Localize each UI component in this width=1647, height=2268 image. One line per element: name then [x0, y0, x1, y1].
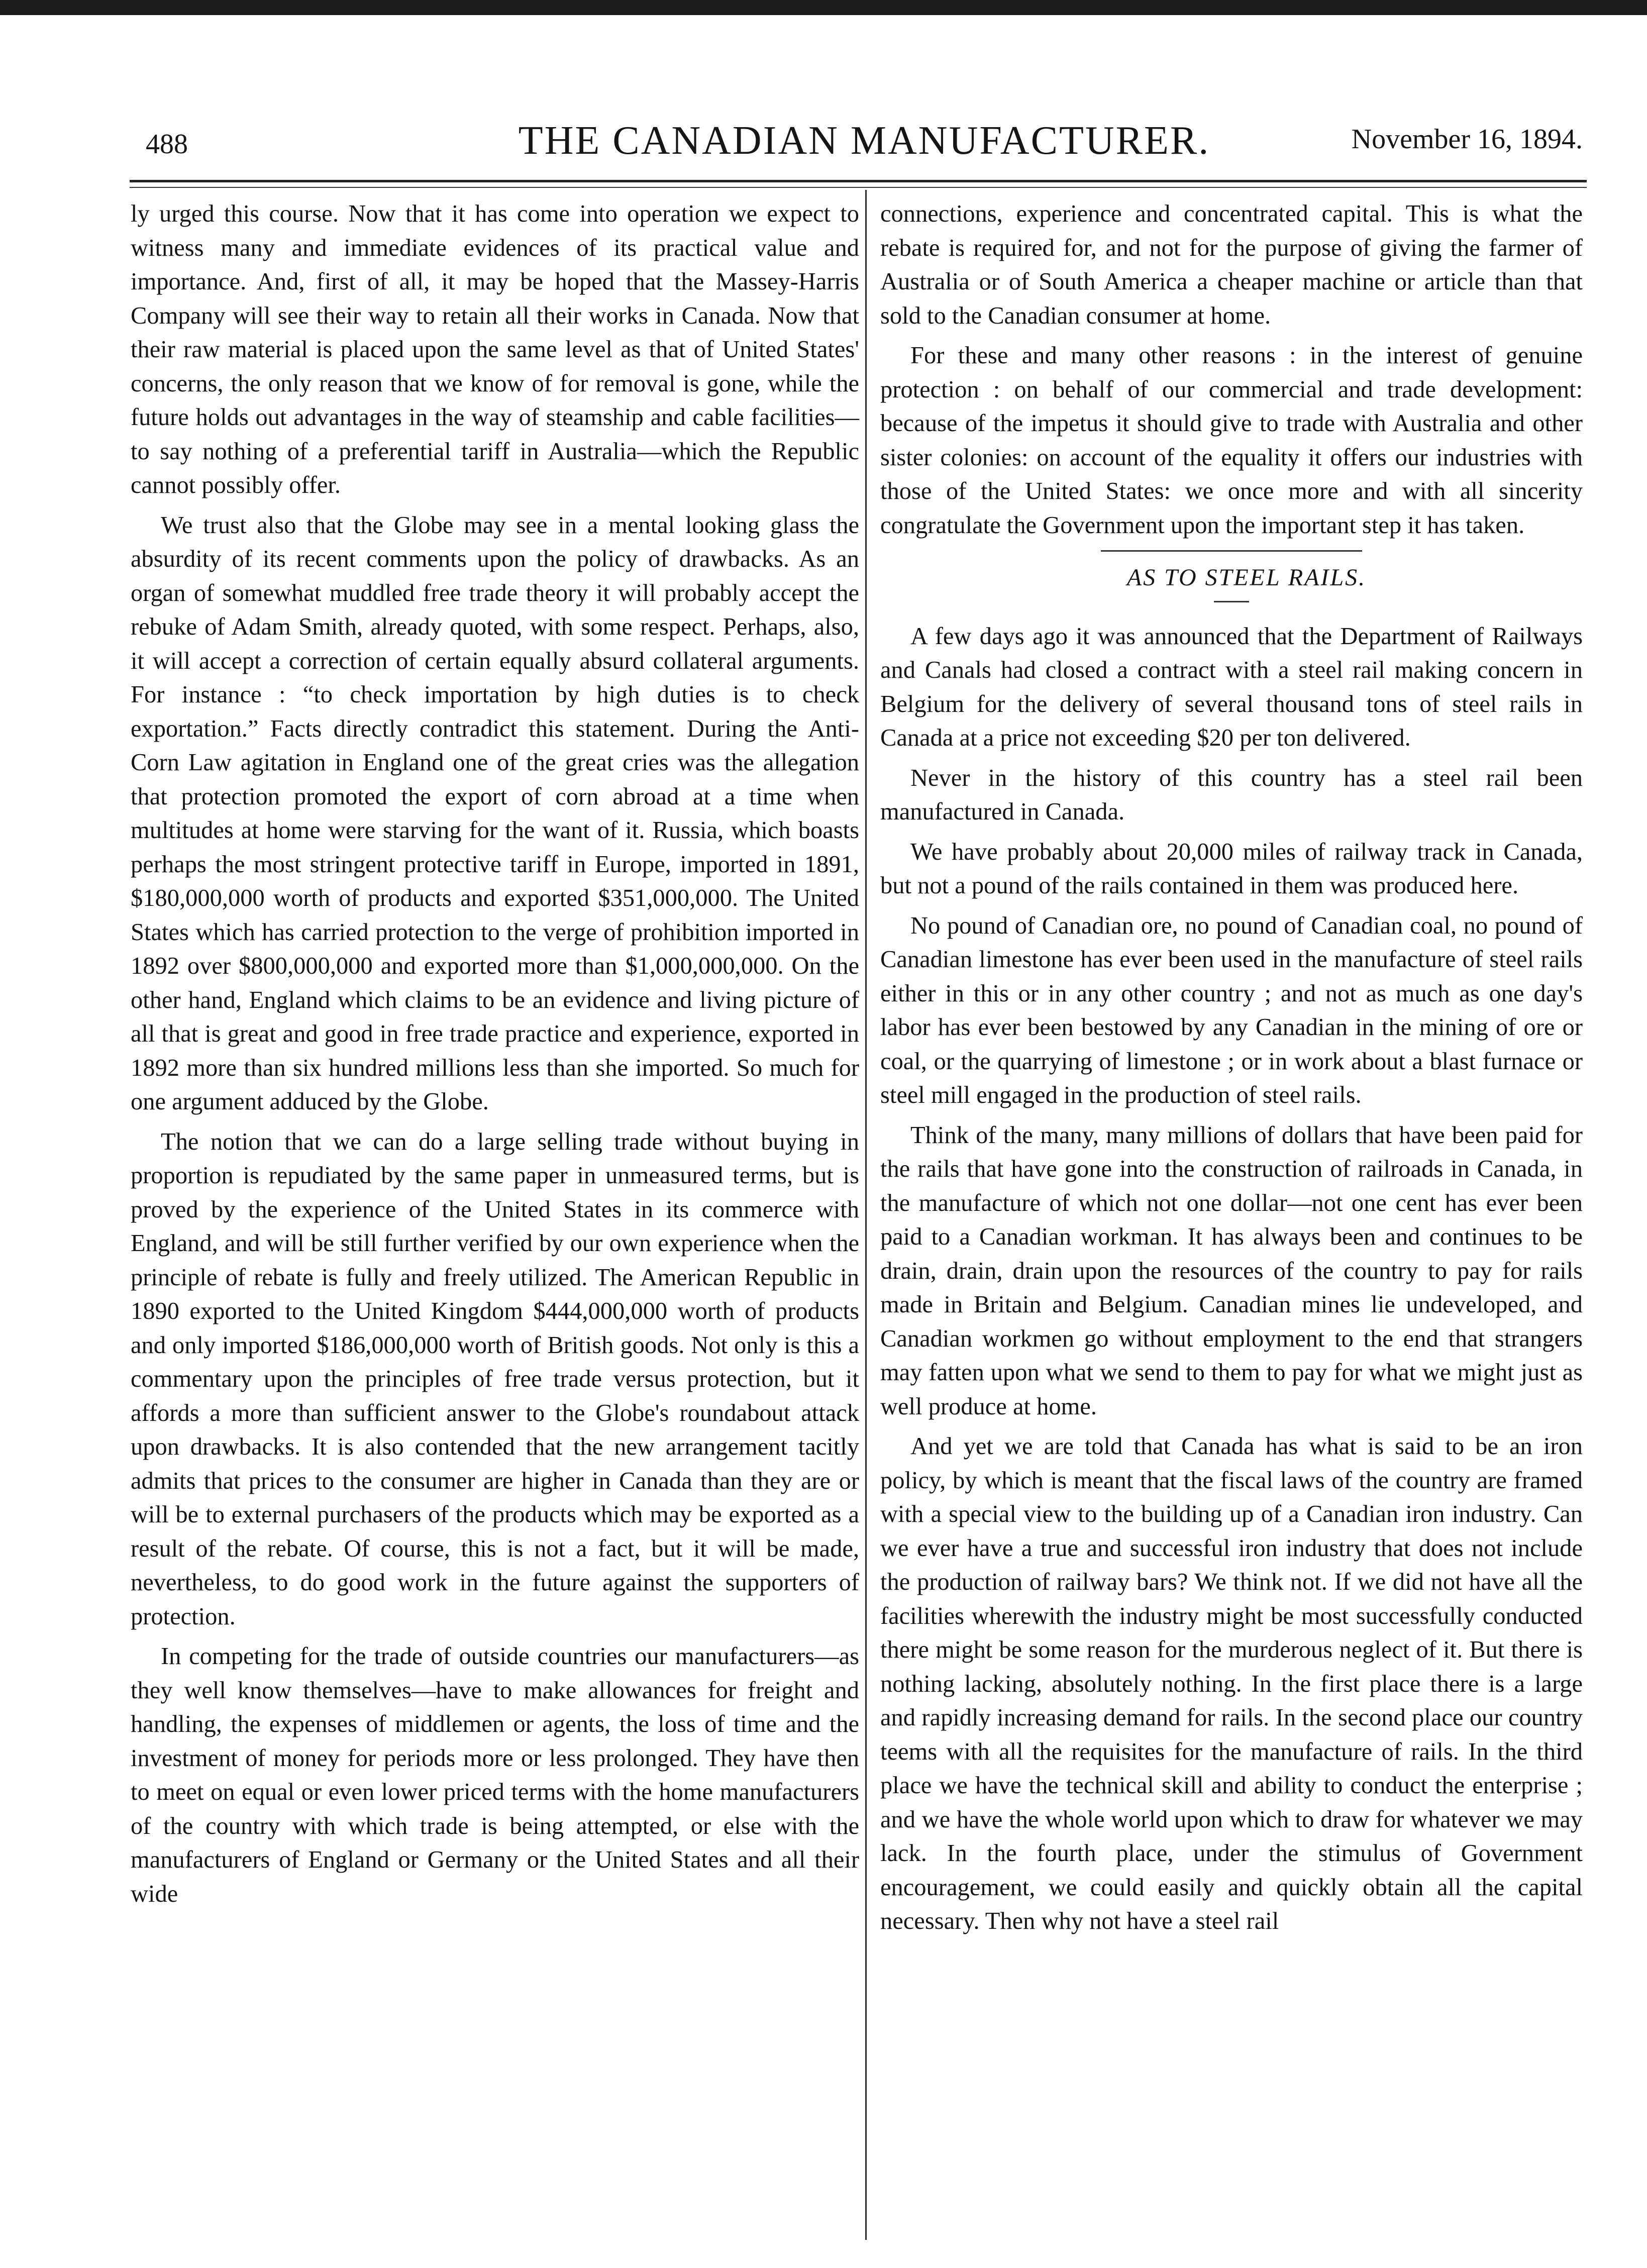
paragraph: In competing for the trade of outside countries our manufacturers—as they well know themselves—have to make allowances for freight and handling, the expenses of middlemen or agents, the loss of time and the investment of money for periods more or less prolonged. They have then to meet on equal or even lower priced terms with the home manufacturers of the country with which trade is being attempted, or else with the manufacturers of England or Germany or the United States and all their wide: [131, 1643, 859, 1907]
paragraph: The notion that we can do a large selling trade without buying in proportion is repudiated by the same paper in unmeasured terms, but is proved by the experience of the United States in its commerce with England, and will be still further verified by our own experience when the principle of rebate is fully and freely utilized. The American Republic in 1890 exported to the United Kingdom $444,000,000 worth of products and only imported $186,000,000 worth of British goods. Not only is this a commentary upon the principles of free trade versus protection, but it affords a more than sufficient answer to the Globe's roundabout attack upon drawbacks. It is also contended that the new arrangement tacitly admits that prices to the consumer are higher in Canada than they are or will be to external purchasers of the products which may be exported as a result of the rebate. Of course, this is not a fact, but it will be made, nevertheless, to do good work in the future against the supporters of protection.: [131, 1128, 859, 1630]
paragraph: We trust also that the Globe may see in a mental looking glass the absurdity of its recent comments upon the policy of drawbacks. As an organ of somewhat muddled free trade theory it will probably accept the rebuke of Adam Smith, already quoted, with some respect. Perhaps, also, it will accept a correction of certain equally absurd collateral arguments. For instance : “to check importation by high duties is to check exportation.” Facts directly contradict this statement. During the Anti-Corn Law agitation in England one of the great cries was the allegation that protection promoted the export of corn abroad at a time when multitudes at home were starving for the want of it. Russia, which boasts perhaps the most stringent protective tariff in Europe, imported in 1891, $180,000,000 worth of products and exported $351,000,000. The United States which has carried protection to the verge of prohibition imported in 1892 over $800,000,000 and exported more than $1,000,000,000. On the other hand, England which claims to be an evidence and living picture of all that is great and good in free trade practice and experience, exported in 1892 more than six hundred millions less than she imported. So much for one argument adduced by the Globe.: [131, 511, 859, 1115]
paragraph: connections, experience and concentrated capital. This is what the rebate is required for, and not for the purpose of giving the farmer of Australia or of South America a cheaper machine or article than that sold to the Canadian consumer at home.: [880, 200, 1583, 329]
paragraph: Never in the history of this country has a steel rail been manufactured in Canada.: [880, 764, 1583, 825]
paragraph: Think of the many, many millions of dollars that have been paid for the rails that have gone into the construction of railroads in Canada, in the manufacture of which not one dollar—not one cent has ever been paid to a Canadian workman. It has always been and continues to be drain, drain, drain upon the resources of the country to pay for rails made in Britain and Belgium. Canadian mines lie undeveloped, and Canadian workmen go without employment to the end that strangers may fatten upon what we send to them to pay for what we might just as well produce at home.: [880, 1121, 1583, 1420]
page-top-edge: [0, 0, 1647, 15]
paragraph: For these and many other reasons : in the interest of genuine protection : on behalf of our commercial and trade development: because of the impetus it should give to trade with Australia and other sister colonies: on account of the equality it offers our industries with those of the United States: we once more and with all sincerity congratulate the Government upon the important step it has taken.: [880, 342, 1583, 539]
paragraph: A few days ago it was announced that the Department of Railways and Canals had closed a contract with a steel rail making concern in Belgium for the delivery of several thousand tons of steel rails in Canada at a price not exceeding $20 per ton delivered.: [880, 623, 1583, 751]
journal-title: THE CANADIAN MANUFACTURER.: [518, 119, 1210, 163]
paragraph: And yet we are told that Canada has what is said to be an iron policy, by which is meant that the fiscal laws of the country are framed with a special view to the building up of a Canadian iron industry. Can we ever have a true and successful iron industry that does not include the production of railway bars? We think not. If we did not have all the facilities wherewith the industry might be most successfully conducted there might be some reason for the murderous neglect of it. But there is nothing lacking, absolutely nothing. In the first place there is a large and rapidly increasing demand for rails. In the second place our country teems with all the requisites for the manufacture of rails. In the third place we have the technical skill and ability to conduct the enterprise ; and we have the whole world upon which to draw for whatever we may lack. In the fourth place, under the stimulus of Government encouragement, we could easily and quickly obtain all the capital necessary. Then why not have a steel rail: [880, 1433, 1583, 1934]
paragraph: ly urged this course. Now that it has come into operation we expect to witness many and immediate evidences of its practical value and importance. And, first of all, it may be hoped that the Massey-Harris Company will see their way to retain all their works in Canada. Now that their raw material is placed upon the same level as that of United States' concerns, the only reason that we know of for removal is gone, while the future holds out advantages in the way of steamship and cable facilities—to say nothing of a preferential tariff in Australia—which the Republic cannot possibly offer.: [131, 200, 859, 498]
issue-date: November 16, 1894.: [1351, 124, 1583, 155]
left-column: [131, 197, 859, 1917]
right-column: [880, 197, 1583, 1944]
title-dash: [1214, 601, 1249, 602]
paragraph: We have probably about 20,000 miles of railway track in Canada, but not a pound of the rails contained in them was produced here.: [880, 838, 1583, 899]
section-divider: [1101, 550, 1362, 552]
header-rule-thin: [130, 187, 1587, 188]
paragraph: No pound of Canadian ore, no pound of Canadian coal, no pound of Canadian limestone has ever been used in the manufacture of steel rails either in this or in any other country ; and not as much as one day's labor has ever been bestowed by any Canadian in the mining of ore or coal, or the quarrying of limestone ; or in work about a blast furnace or steel mill engaged in the production of steel rails.: [880, 912, 1583, 1108]
header-rule: [130, 180, 1587, 182]
page-number: 488: [146, 129, 188, 160]
page-header: [146, 118, 1583, 173]
section-title: AS TO STEEL RAILS.: [1126, 564, 1367, 591]
column-divider: [865, 190, 867, 2240]
